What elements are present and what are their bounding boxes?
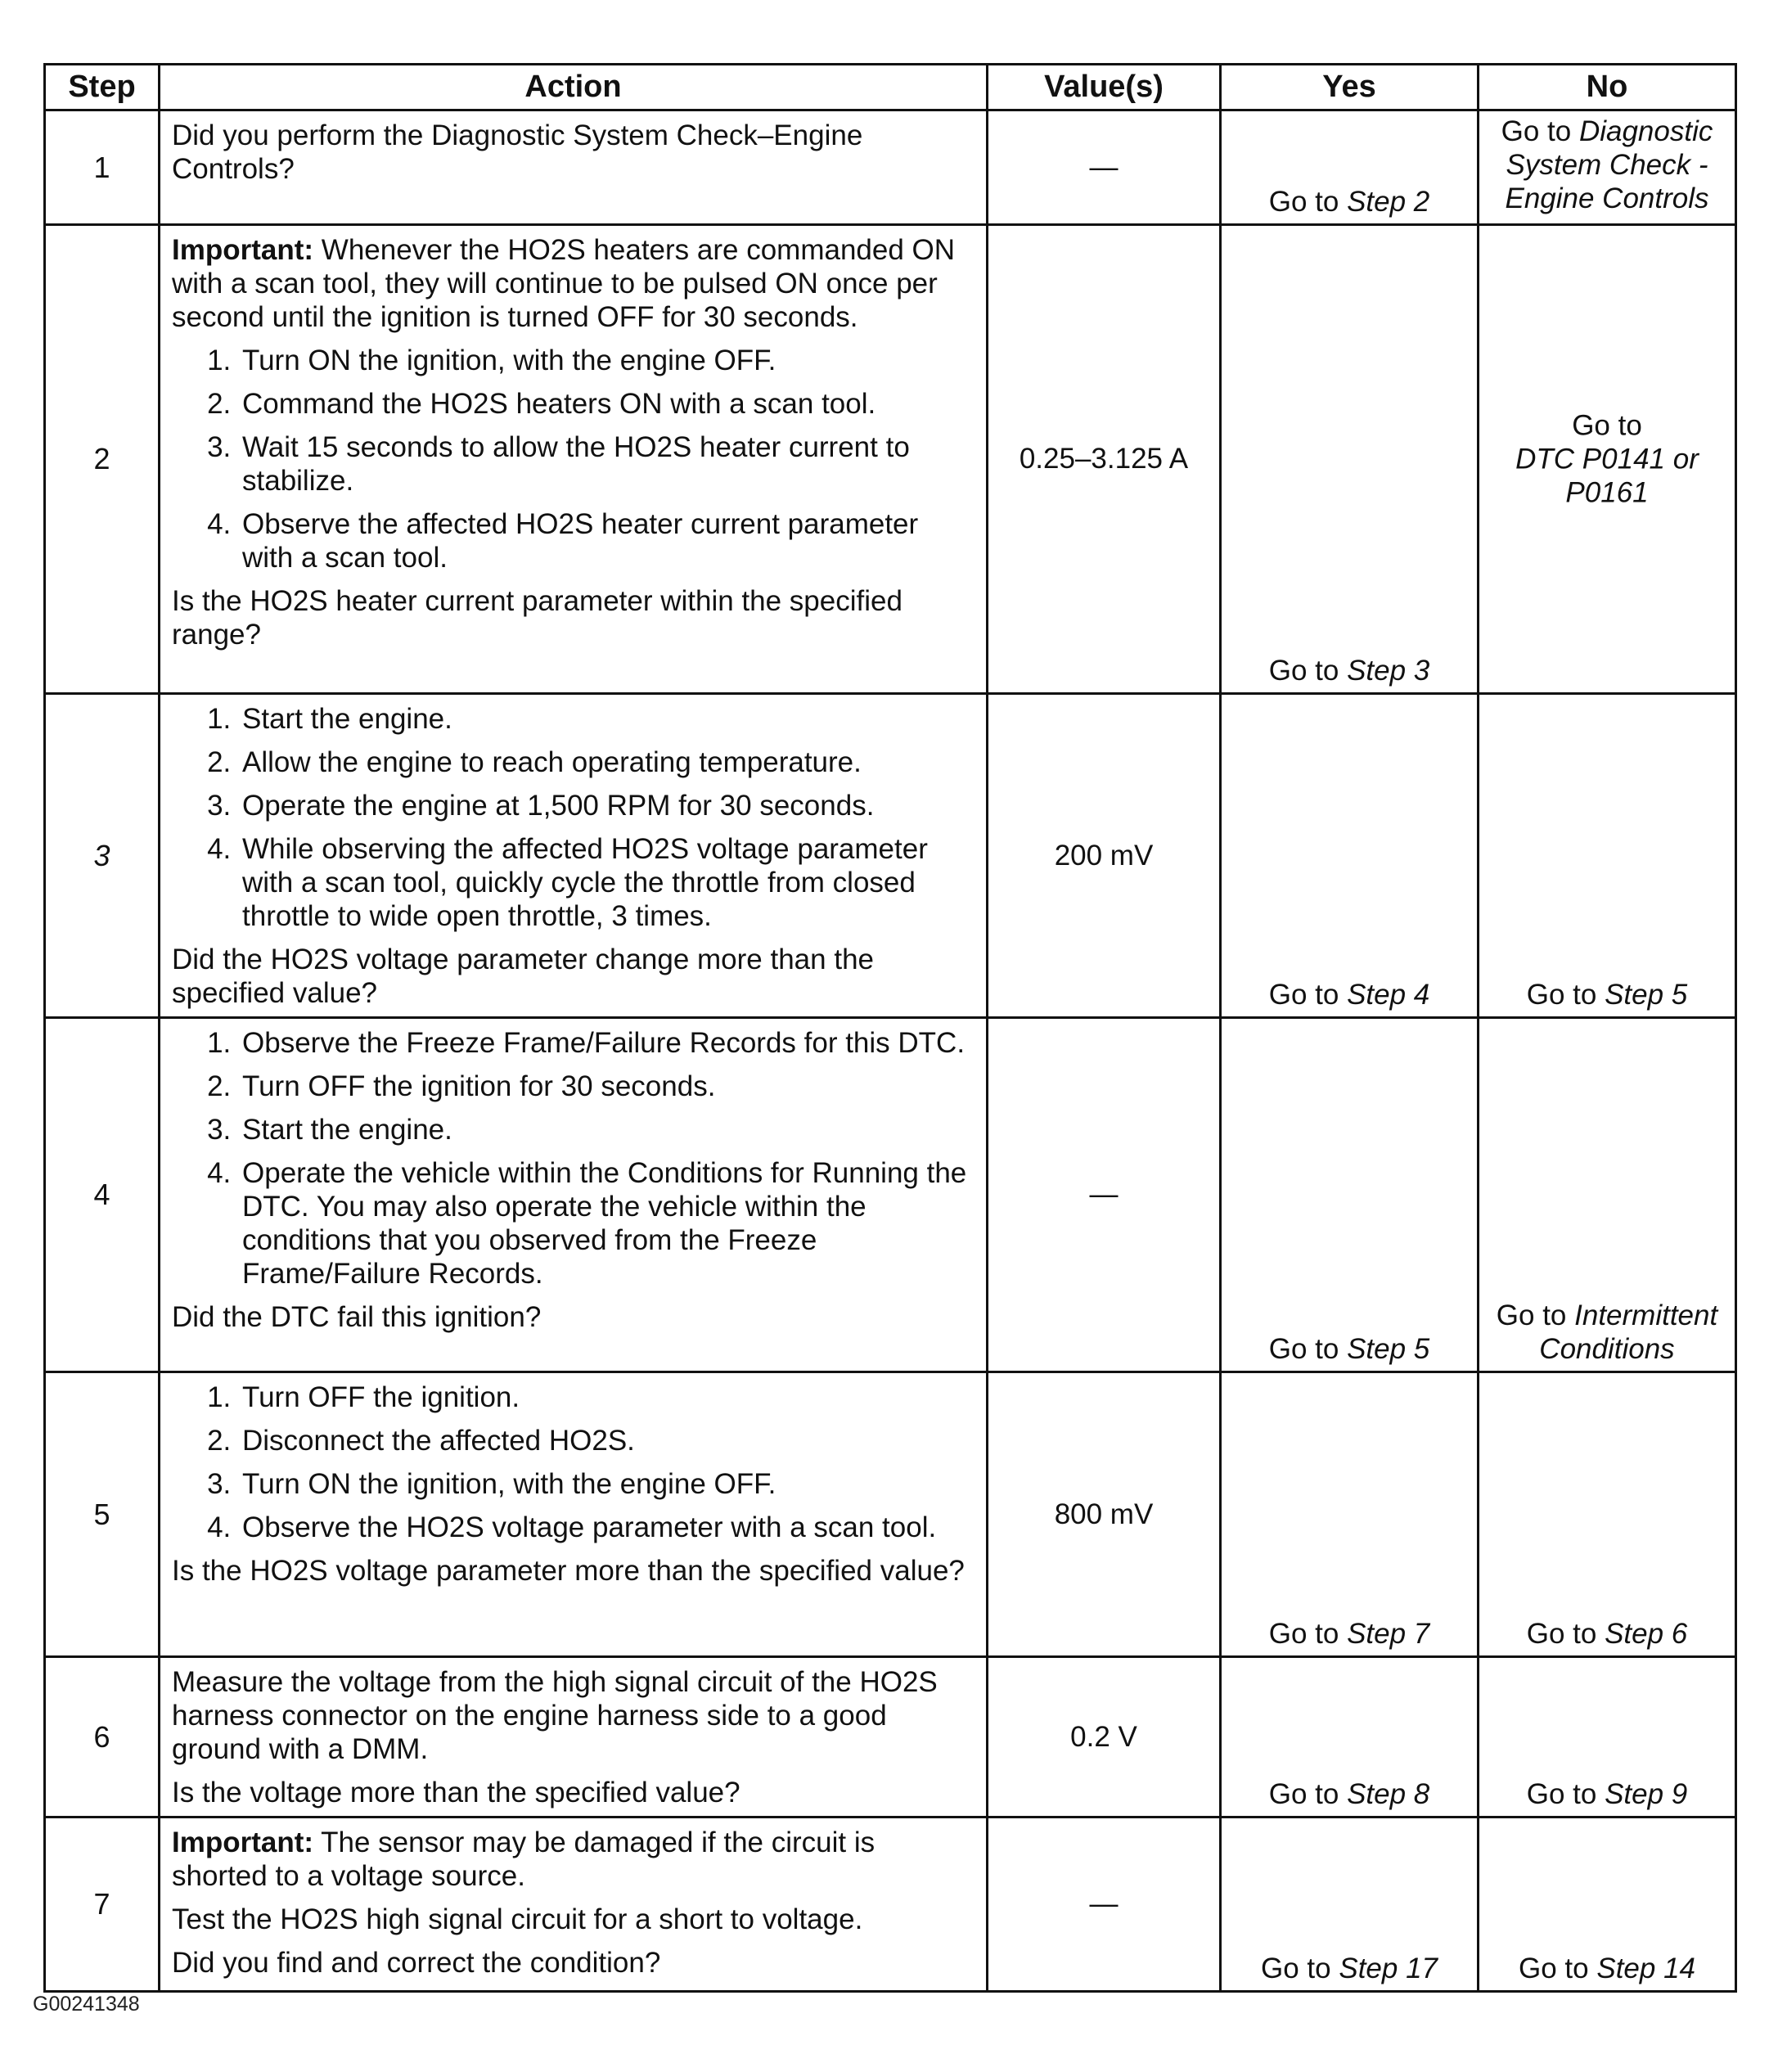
yes-cell	[1221, 1018, 1479, 1372]
value-cell: 800 mV	[988, 1372, 1221, 1657]
step-list	[172, 344, 975, 574]
value-cell: 0.25–3.125 A	[988, 225, 1221, 694]
no-cell	[1479, 1372, 1736, 1657]
list-item: 2. Disconnect the affected HO2S.	[239, 1424, 975, 1457]
yes-cell	[1221, 225, 1479, 694]
step-number: 5	[45, 1372, 160, 1657]
important-label: Important:	[172, 1827, 314, 1858]
yes-cell	[1221, 1372, 1479, 1657]
action-cell	[160, 225, 988, 694]
important-note	[172, 233, 975, 334]
yes-cell	[1221, 1657, 1479, 1818]
yes-prefix: Go to	[1261, 1953, 1331, 1984]
yes-link: Step 17	[1339, 1953, 1438, 1984]
action-cell	[160, 1018, 988, 1372]
important-text: Whenever the HO2S heaters are commanded ON with a scan tool, they will continue to be pulsed ON once per second until the ignition is turned OFF for 30 seconds.	[172, 234, 956, 333]
yes-cell	[1221, 1818, 1479, 1992]
yes-prefix: Go to	[1268, 655, 1339, 687]
no-link: Step 5	[1605, 979, 1688, 1011]
yes-link: Step 5	[1347, 1333, 1430, 1365]
yes-link: Step 2	[1347, 186, 1430, 218]
step-number: 3	[45, 694, 160, 1018]
no-prefix: Go to	[1526, 1778, 1597, 1810]
table-row-step-2	[45, 225, 1736, 694]
question-text: Is the voltage more than the specified value?	[172, 1777, 740, 1808]
list-item: 3. Turn ON the ignition, with the engine OFF.	[239, 1467, 975, 1501]
list-item: 4. While observing the affected HO2S voltage parameter with a scan tool, quickly cycle the throttle from closed throttle to wide open throttle, 3 times.	[239, 832, 975, 933]
list-item: 2. Turn OFF the ignition for 30 seconds.	[239, 1070, 975, 1103]
question-text: Did the HO2S voltage parameter change more than the specified value?	[172, 944, 874, 1009]
no-cell	[1479, 1657, 1736, 1818]
no-prefix: Go to	[1496, 1300, 1567, 1331]
no-link: Intermittent Conditions	[1539, 1300, 1718, 1365]
table-row-step-7	[45, 1818, 1736, 1992]
header-values: Value(s)	[988, 65, 1221, 110]
list-item: 3. Wait 15 seconds to allow the HO2S heater current to stabilize.	[239, 430, 975, 498]
diagnostic-table	[43, 63, 1737, 1993]
no-link: Diagnostic System Check - Engine Controls	[1505, 115, 1713, 214]
value-cell: —	[988, 1018, 1221, 1372]
list-item: 1. Start the engine.	[239, 702, 975, 736]
header-step: Step	[45, 65, 160, 110]
list-item: 1. Turn ON the ignition, with the engine OFF.	[239, 344, 975, 377]
action-text: Measure the voltage from the high signal circuit of the HO2S harness connector on the engine harness side to a good ground with a DMM.	[172, 1666, 938, 1765]
header-row	[45, 65, 1736, 110]
value-cell: —	[988, 110, 1221, 225]
no-prefix: Go to	[1526, 979, 1597, 1011]
no-cell	[1479, 1018, 1736, 1372]
question-text: Is the HO2S voltage parameter more than the specified value?	[172, 1555, 965, 1587]
step-number: 1	[45, 110, 160, 225]
figure-id: G00241348	[33, 1993, 140, 2016]
header-action: Action	[160, 65, 988, 110]
yes-link: Step 3	[1347, 655, 1430, 687]
value-cell: 0.2 V	[988, 1657, 1221, 1818]
list-item: 4. Observe the HO2S voltage parameter with a scan tool.	[239, 1511, 975, 1544]
list-item: 4. Observe the affected HO2S heater current parameter with a scan tool.	[239, 507, 975, 574]
value-cell: 200 mV	[988, 694, 1221, 1018]
list-item: 2. Command the HO2S heaters ON with a scan tool.	[239, 387, 975, 421]
value-cell: —	[988, 1818, 1221, 1992]
table-row-step-3	[45, 694, 1736, 1018]
no-cell	[1479, 110, 1736, 225]
list-item: 1. Turn OFF the ignition.	[239, 1381, 975, 1414]
no-cell	[1479, 225, 1736, 694]
no-prefix: Go to	[1519, 1953, 1589, 1984]
no-prefix: Go to	[1501, 115, 1572, 147]
header-no: No	[1479, 65, 1736, 110]
no-prefix: Go to	[1572, 409, 1642, 442]
list-item: 3. Start the engine.	[239, 1113, 975, 1146]
list-item: 3. Operate the engine at 1,500 RPM for 30 seconds.	[239, 789, 975, 822]
important-text: The sensor may be damaged if the circuit is shorted to a voltage source.	[172, 1827, 875, 1892]
yes-prefix: Go to	[1268, 1778, 1339, 1810]
important-label: Important:	[172, 234, 314, 266]
yes-prefix: Go to	[1268, 979, 1339, 1011]
action-text: Did you perform the Diagnostic System Check–Engine Controls?	[172, 119, 863, 185]
header-yes: Yes	[1221, 65, 1479, 110]
no-link: Step 9	[1605, 1778, 1688, 1810]
action-cell	[160, 694, 988, 1018]
action-cell	[160, 1657, 988, 1818]
question-text: Did you find and correct the condition?	[172, 1947, 661, 1979]
step-list	[172, 1381, 975, 1544]
list-item: 4. Operate the vehicle within the Conditions for Running the DTC. You may also operate the vehicle within the conditions that you observed from the Freeze Frame/Failure Records.	[239, 1156, 975, 1290]
no-cell	[1479, 1818, 1736, 1992]
step-number: 4	[45, 1018, 160, 1372]
no-prefix: Go to	[1526, 1618, 1597, 1650]
question-text: Is the HO2S heater current parameter within the specified range?	[172, 585, 903, 651]
yes-link: Step 4	[1347, 979, 1430, 1011]
step-number: 7	[45, 1818, 160, 1992]
important-note	[172, 1826, 975, 1893]
step-list	[172, 702, 975, 933]
question-text: Did the DTC fail this ignition?	[172, 1301, 542, 1333]
yes-cell	[1221, 694, 1479, 1018]
table-row-step-6	[45, 1657, 1736, 1818]
list-item: 2. Allow the engine to reach operating temperature.	[239, 745, 975, 779]
yes-cell	[1221, 110, 1479, 225]
yes-prefix: Go to	[1268, 186, 1339, 218]
yes-link: Step 7	[1347, 1618, 1430, 1650]
table-row-step-1	[45, 110, 1736, 225]
table-row-step-5	[45, 1372, 1736, 1657]
action-cell	[160, 110, 988, 225]
action-cell	[160, 1372, 988, 1657]
step-list	[172, 1026, 975, 1290]
step-number: 2	[45, 225, 160, 694]
yes-prefix: Go to	[1268, 1618, 1339, 1650]
yes-link: Step 8	[1347, 1778, 1430, 1810]
no-link: DTC P0141 or P0161	[1515, 443, 1699, 509]
no-link: Step 14	[1596, 1953, 1695, 1984]
table-row-step-4	[45, 1018, 1736, 1372]
yes-prefix: Go to	[1268, 1333, 1339, 1365]
no-link: Step 6	[1605, 1618, 1688, 1650]
no-cell	[1479, 694, 1736, 1018]
list-item: 1. Observe the Freeze Frame/Failure Records for this DTC.	[239, 1026, 975, 1060]
action-text: Test the HO2S high signal circuit for a short to voltage.	[172, 1903, 863, 1935]
action-cell	[160, 1818, 988, 1992]
step-number: 6	[45, 1657, 160, 1818]
